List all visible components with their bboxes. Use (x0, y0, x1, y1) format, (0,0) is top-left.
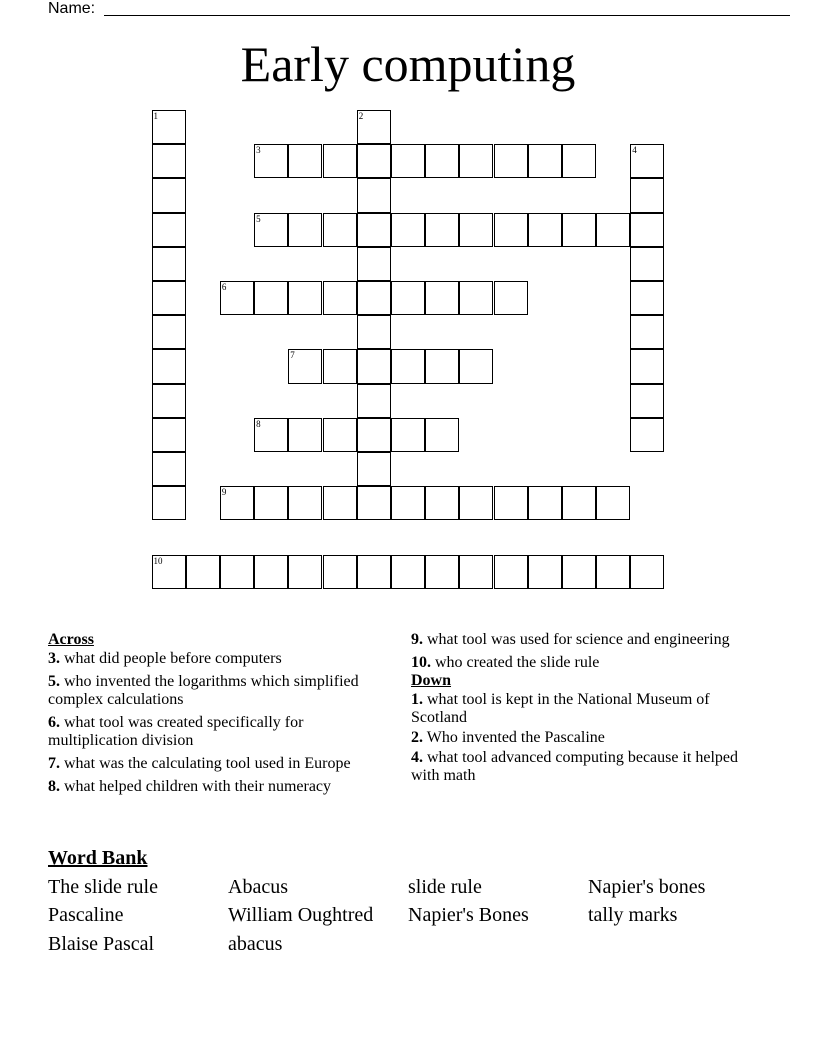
clue-number-label: 1 (153, 111, 158, 121)
crossword-cell[interactable] (562, 144, 596, 178)
crossword-cell[interactable] (630, 384, 664, 418)
clue-number: 8. (48, 778, 60, 795)
clue-number: 6. (48, 714, 60, 731)
crossword-cell[interactable] (152, 384, 186, 418)
crossword-cell[interactable] (459, 349, 493, 383)
crossword-cell[interactable] (220, 281, 254, 315)
name-label: Name: (48, 0, 96, 17)
crossword-cell[interactable] (357, 178, 391, 212)
clue-text: who invented the logarithms which simplified complex calculations (48, 673, 359, 708)
clue-number: 2. (411, 729, 423, 746)
crossword-cell[interactable] (630, 349, 664, 383)
word-bank-word: slide rule (408, 876, 482, 898)
crossword-cell[interactable] (562, 486, 596, 520)
crossword-cell[interactable] (323, 281, 357, 315)
crossword-cell[interactable] (323, 486, 357, 520)
word-bank-word: Napier's bones (588, 876, 706, 898)
crossword-cell[interactable] (323, 418, 357, 452)
clue-number: 3. (48, 650, 60, 667)
crossword-cell[interactable] (323, 349, 357, 383)
crossword-cell[interactable] (528, 144, 562, 178)
crossword-cell[interactable] (288, 555, 322, 589)
crossword-cell[interactable] (528, 555, 562, 589)
crossword-cell[interactable] (494, 281, 528, 315)
across-clue-7 (48, 755, 388, 773)
crossword-cell[interactable] (357, 281, 391, 315)
crossword-cell[interactable] (391, 555, 425, 589)
crossword-cell[interactable] (152, 418, 186, 452)
crossword-cell[interactable] (288, 144, 322, 178)
crossword-cell[interactable] (357, 213, 391, 247)
crossword-cell[interactable] (494, 486, 528, 520)
crossword-cell[interactable] (528, 213, 562, 247)
crossword-cell[interactable] (357, 349, 391, 383)
crossword-cell[interactable] (152, 315, 186, 349)
crossword-cell[interactable] (288, 486, 322, 520)
word-bank-word: tally marks (588, 904, 678, 926)
clue-number: 7. (48, 755, 60, 772)
crossword-cell[interactable] (425, 281, 459, 315)
across-clue-5 (48, 673, 388, 709)
across-clue-10 (411, 654, 751, 672)
crossword-cell[interactable] (323, 555, 357, 589)
clue-text: what was the calculating tool used in Europe (64, 755, 351, 772)
clues-column-left (48, 631, 388, 801)
clues-column-right (411, 631, 751, 790)
crossword-cell[interactable] (630, 315, 664, 349)
word-bank-word: The slide rule (48, 876, 158, 898)
crossword-cell[interactable] (220, 555, 254, 589)
crossword-cell[interactable] (425, 213, 459, 247)
clue-number-label: 7 (290, 350, 295, 361)
clue-number: 1. (411, 691, 423, 708)
crossword-cell[interactable] (152, 452, 186, 486)
crossword-cell[interactable] (186, 555, 220, 589)
crossword-cell[interactable] (254, 144, 288, 178)
crossword-cell[interactable] (152, 349, 186, 383)
word-bank-word: Blaise Pascal (48, 933, 155, 955)
down-clue-4 (411, 749, 751, 785)
crossword-cell[interactable] (425, 144, 459, 178)
crossword-cell[interactable] (391, 281, 425, 315)
clue-text: Who invented the Pascaline (426, 729, 605, 746)
crossword-cell[interactable] (152, 555, 186, 589)
crossword-cell[interactable] (357, 384, 391, 418)
crossword-cell[interactable] (459, 213, 493, 247)
crossword-cell[interactable] (357, 555, 391, 589)
across-clue-3 (48, 650, 388, 668)
crossword-cell[interactable] (630, 281, 664, 315)
clue-number-label: 6 (221, 282, 227, 292)
crossword-cell[interactable] (562, 213, 596, 247)
crossword-cell[interactable] (391, 349, 425, 383)
down-clue-2 (411, 729, 751, 747)
crossword-cell[interactable] (459, 486, 493, 520)
crossword-cell[interactable] (152, 281, 186, 315)
clue-number-label: 9 (221, 487, 227, 498)
clue-number: 9. (411, 631, 423, 648)
clue-number: 10. (411, 654, 431, 671)
crossword-cell[interactable] (596, 486, 630, 520)
crossword-cell[interactable] (152, 213, 186, 247)
down-heading: Down (411, 672, 452, 689)
clue-text: what tool was used for science and engineering (427, 631, 730, 648)
crossword-cell[interactable] (425, 349, 459, 383)
crossword-cell[interactable] (254, 213, 288, 247)
crossword-cell[interactable] (152, 247, 186, 281)
crossword-cell[interactable] (528, 486, 562, 520)
puzzle-title: Early computing (240, 36, 576, 92)
clue-text: who created the slide rule (435, 654, 600, 671)
crossword-cell[interactable] (630, 247, 664, 281)
crossword-cell[interactable] (288, 213, 322, 247)
word-bank-word: William Oughtred (228, 904, 374, 926)
clue-text: what tool advanced computing because it helped with math (411, 749, 739, 784)
clue-number-label: 5 (256, 213, 261, 224)
crossword-cell[interactable] (152, 486, 186, 520)
crossword-cell[interactable] (357, 315, 391, 349)
crossword-cell[interactable] (323, 213, 357, 247)
crossword-cell[interactable] (152, 144, 186, 178)
word-bank-word: Pascaline (48, 904, 124, 926)
crossword-cell[interactable] (630, 213, 664, 247)
crossword-cell[interactable] (391, 213, 425, 247)
word-bank-word: Napier's Bones (408, 904, 529, 926)
across-clue-8 (48, 778, 388, 796)
crossword-cell[interactable] (357, 110, 391, 144)
crossword-cell[interactable] (391, 486, 425, 520)
clue-number-label: 8 (256, 418, 261, 429)
clue-text: what helped children with their numeracy (64, 778, 332, 795)
crossword-cell[interactable] (357, 486, 391, 520)
down-clue-1 (411, 691, 751, 727)
crossword-cell[interactable] (425, 418, 459, 452)
word-bank-word: Abacus (228, 876, 288, 898)
crossword-cell[interactable] (494, 213, 528, 247)
crossword-cell[interactable] (254, 418, 288, 452)
across-clue-9 (411, 631, 751, 649)
crossword-cell[interactable] (459, 281, 493, 315)
crossword-cell[interactable] (425, 486, 459, 520)
clue-text: what did people before computers (64, 650, 282, 667)
crossword-cell[interactable] (459, 144, 493, 178)
clue-text: what tool is kept in the National Museum of Scotland (411, 691, 710, 726)
word-bank-heading: Word Bank (48, 847, 148, 869)
clue-number-label: 3 (256, 145, 261, 156)
crossword-cell[interactable] (391, 418, 425, 452)
crossword-cell[interactable] (152, 110, 186, 144)
clue-number-label: 10 (153, 555, 163, 566)
crossword-cell[interactable] (357, 247, 391, 281)
crossword-cell[interactable] (494, 555, 528, 589)
crossword-cell[interactable] (391, 144, 425, 178)
across-heading: Across (48, 631, 94, 648)
crossword-cell[interactable] (494, 144, 528, 178)
clue-number: 5. (48, 673, 60, 690)
crossword-cell[interactable] (630, 555, 664, 589)
crossword-cell[interactable] (562, 555, 596, 589)
crossword-cell[interactable] (288, 349, 322, 383)
crossword-cell[interactable] (288, 281, 322, 315)
clue-text: what tool was created specifically for multiplication division (48, 714, 304, 749)
crossword-cell[interactable] (288, 418, 322, 452)
crossword-cell[interactable] (357, 144, 391, 178)
crossword-cell[interactable] (254, 281, 288, 315)
crossword-cell[interactable] (357, 418, 391, 452)
crossword-cell[interactable] (459, 555, 493, 589)
crossword-cell[interactable] (254, 555, 288, 589)
crossword-cell[interactable] (425, 555, 459, 589)
crossword-cell[interactable] (596, 213, 630, 247)
clue-number: 4. (411, 749, 423, 766)
crossword-cell[interactable] (630, 144, 664, 178)
crossword-cell[interactable] (357, 452, 391, 486)
crossword-cell[interactable] (220, 486, 254, 520)
crossword-cell[interactable] (152, 178, 186, 212)
crossword-cell[interactable] (630, 418, 664, 452)
crossword-cell[interactable] (630, 178, 664, 212)
clue-number-label: 2 (358, 111, 364, 121)
word-bank-word: abacus (228, 933, 283, 955)
crossword-cell[interactable] (596, 555, 630, 589)
clue-number-label: 4 (632, 145, 637, 156)
across-clue-6 (48, 714, 388, 750)
crossword-cell[interactable] (254, 486, 288, 520)
crossword-cell[interactable] (323, 144, 357, 178)
